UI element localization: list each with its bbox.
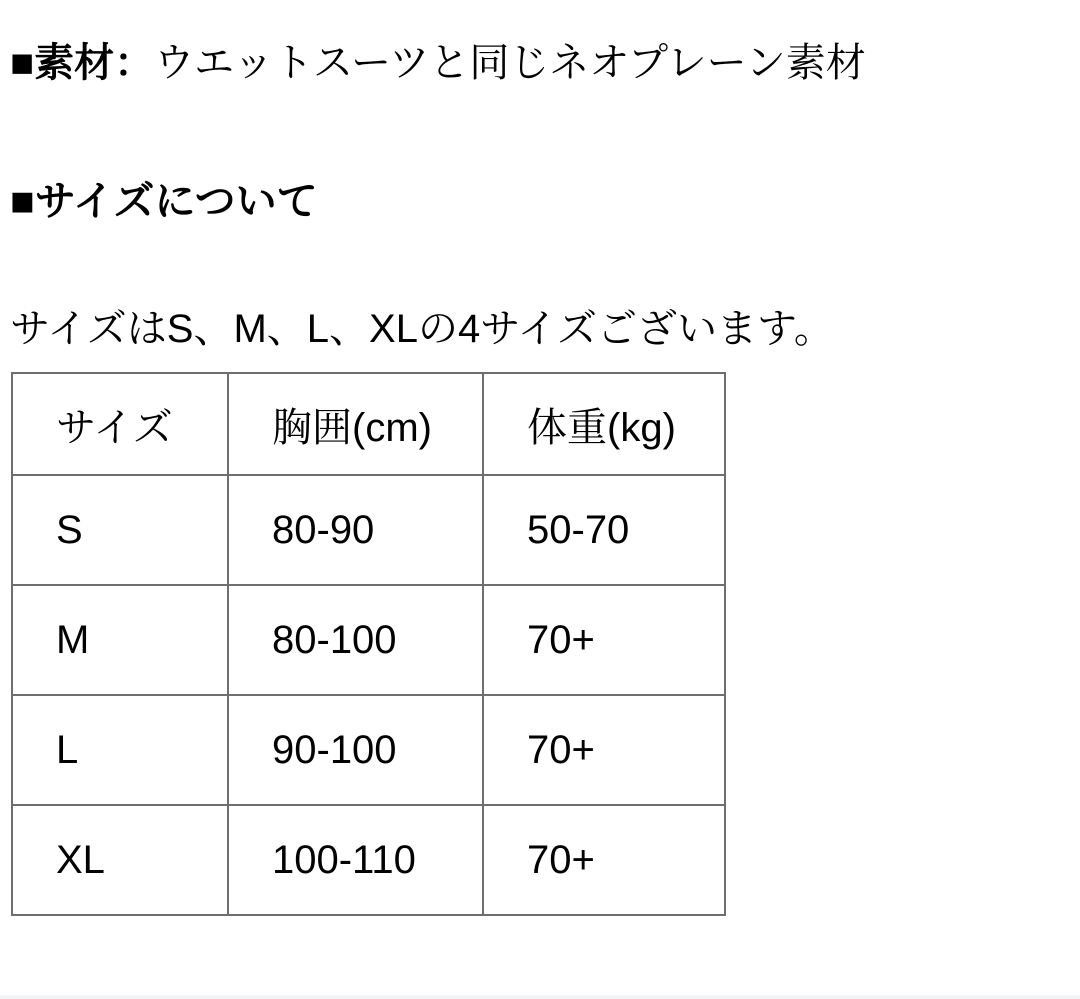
size-chart-table — [11, 372, 726, 916]
cell-weight-m: 70+ — [483, 585, 725, 695]
table-row-xl — [12, 805, 725, 915]
cell-size-l: L — [12, 695, 228, 805]
material-value: ウエットスーツと同じネオプレーン素材 — [154, 41, 866, 85]
cell-size-s: S — [12, 475, 228, 585]
cell-size-m: M — [12, 585, 228, 695]
table-row-l — [12, 695, 725, 805]
product-description — [0, 38, 1080, 916]
table-row-m — [12, 585, 725, 695]
cell-chest-l: 90-100 — [228, 695, 483, 805]
cell-chest-xl: 100-110 — [228, 805, 483, 915]
cell-size-xl: XL — [12, 805, 228, 915]
cell-chest-m: 80-100 — [228, 585, 483, 695]
table-row-s — [12, 475, 725, 585]
cell-weight-xl: 70+ — [483, 805, 725, 915]
size-section-heading: ■サイズについて — [10, 178, 318, 224]
header-size: サイズ — [12, 373, 228, 475]
size-table-header-row — [12, 373, 725, 475]
cell-chest-s: 80-90 — [228, 475, 483, 585]
cell-weight-s: 50-70 — [483, 475, 725, 585]
header-weight-kg: 体重(kg) — [483, 373, 725, 475]
cell-weight-l: 70+ — [483, 695, 725, 805]
size-intro-text: サイズはS、M、L、XLの4サイズございます。 — [10, 307, 834, 351]
next-section-edge — [0, 995, 1080, 999]
header-chest-cm: 胸囲(cm) — [228, 373, 483, 475]
material-label: ■素材： — [10, 41, 155, 85]
material-line — [10, 38, 1080, 88]
